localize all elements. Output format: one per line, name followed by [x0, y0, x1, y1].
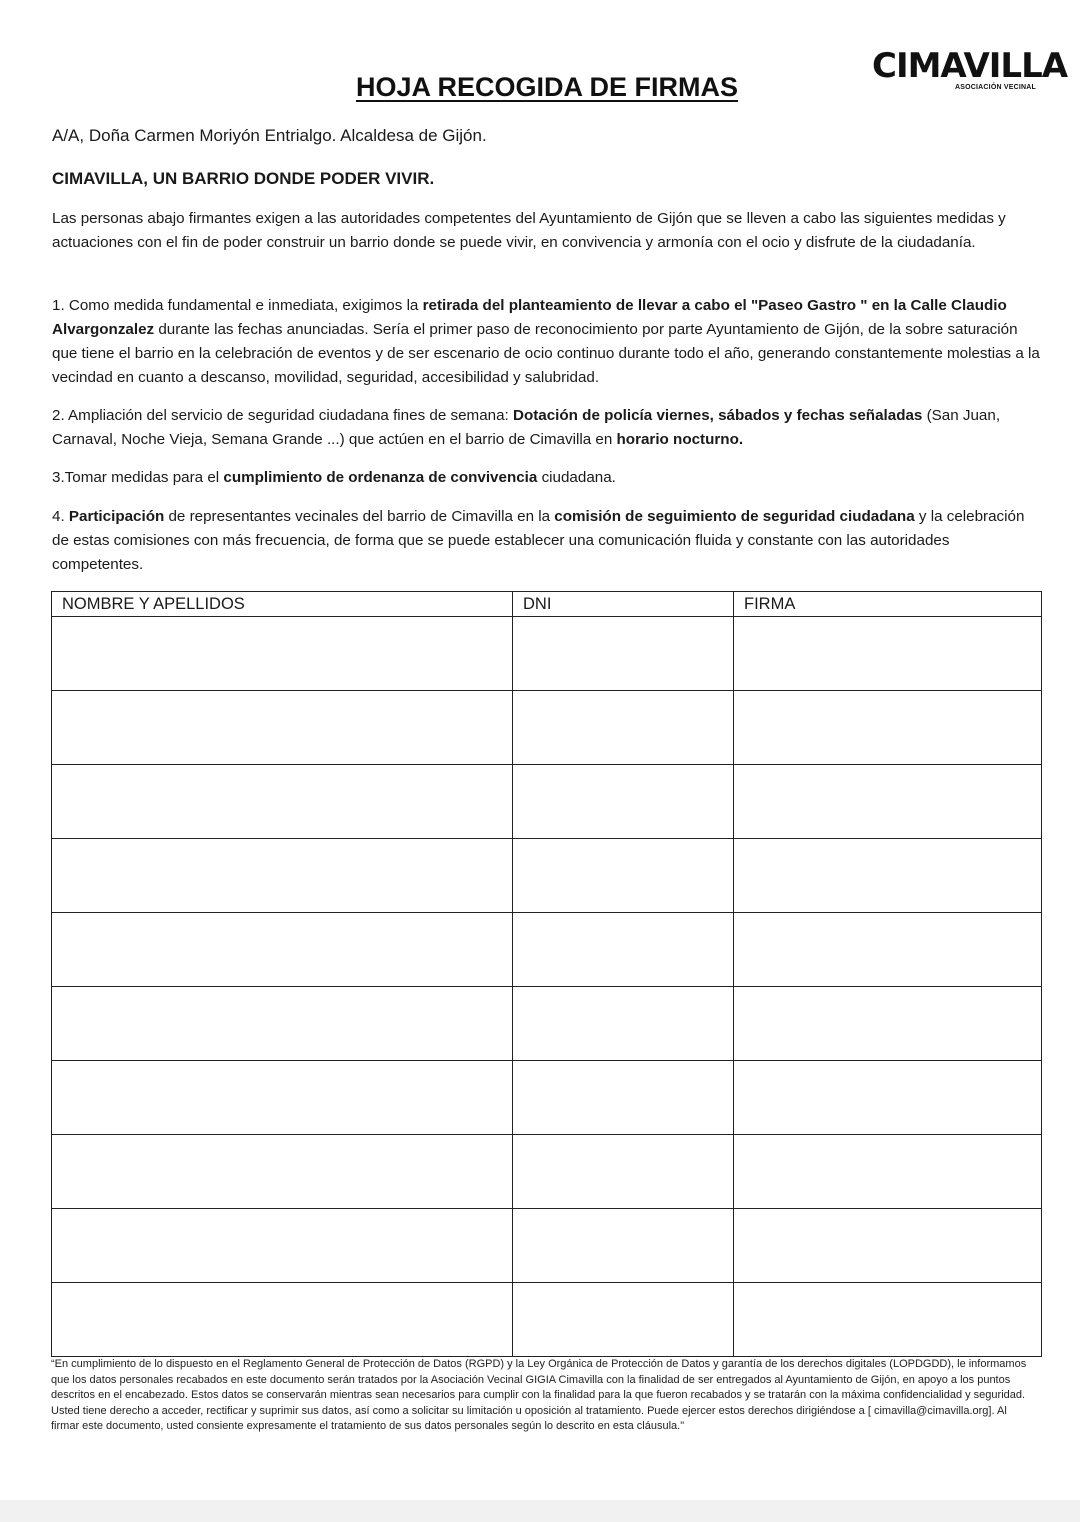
table-row — [52, 691, 1042, 765]
table-row — [52, 987, 1042, 1061]
point-4-text-e: y la celebración de estas comisiones con más frecuencia, de forma que se puede establecer una comunicación fluida y constante con las autoridades competentes. — [52, 508, 1025, 573]
point-2-paragraph — [52, 404, 1042, 452]
addressee-line: A/A, Doña Carmen Moriyón Entrialgo. Alcaldesa de Gijón. — [52, 126, 487, 145]
header-dni: DNI — [513, 592, 734, 617]
header-signature: FIRMA — [734, 592, 1042, 617]
name-cell[interactable] — [52, 913, 513, 987]
data-protection-notice: “En cumplimiento de lo dispuesto en el Reglamento General de Protección de Datos (RGPD) y la Ley Orgánica de Protección de Datos y garantía de los derechos digitales (LOPDGDD), le informamos que los datos personales recabados en este documento serán tratados por la Asociación Vecinal GIGIA Cimavilla con la finalidad de ser entregados al Ayuntamiento de Gijón, en apoyo a los puntos descritos en el encabezado. Estos datos se conservarán mientras sean necesarios para cumplir con la finalidad para la que fueron recabados y se tratarán con la máxima confidencialidad y seguridad. Usted tiene derecho a acceder, rectificar y suprimir sus datos, así como a solicitar su limitación u oposición al tratamiento. Puede ejercer estos derechos dirigiéndose a [ cimavilla@cimavilla.org]. Al firmar este documento, usted consiente expresamente el tratamiento de sus datos personales según lo descrito en esta cláusula." — [51, 1358, 1027, 1433]
point-2-text-c: (San Juan, Carnaval, Noche Vieja, Semana Grande ...) que actúen en el barrio de Cimavilla en — [52, 407, 1001, 448]
table-row — [52, 913, 1042, 987]
dni-cell[interactable] — [513, 617, 734, 691]
point-4-text-a: 4. — [52, 508, 69, 525]
point-4-text-c: de representantes vecinales del barrio de Cimavilla en la — [164, 508, 555, 525]
dni-cell[interactable] — [513, 1209, 734, 1283]
dni-cell[interactable] — [513, 1061, 734, 1135]
signature-cell[interactable] — [734, 617, 1042, 691]
point-1-text-bold: retirada del planteamiento de llevar a cabo el "Paseo Gastro " en la Calle Claudio Alvargonzalez — [52, 297, 1007, 338]
table-row — [52, 839, 1042, 913]
point-1-text-c: durante las fechas anunciadas. Sería el primer paso de reconocimiento por parte Ayuntamiento de Gijón, de la sobre saturación que tiene el barrio en la celebración de eventos y de ser escenario de ocio continuo durante todo el año, generando constantemente molestias a la vecindad en cuanto a descanso, movilidad, seguridad, accesibilidad y salubridad. — [52, 321, 1040, 386]
signature-cell[interactable] — [734, 839, 1042, 913]
point-1-paragraph — [52, 294, 1042, 390]
point-4-text-bold-1: Participación — [68, 508, 165, 525]
table-row — [52, 1061, 1042, 1135]
name-cell[interactable] — [52, 1283, 513, 1357]
point-3-text-bold: cumplimiento de ordenanza de convivencia — [223, 469, 538, 486]
point-1-text-a: 1. Como medida fundamental e inmediata, exigimos la — [52, 297, 423, 314]
dni-cell[interactable] — [513, 913, 734, 987]
viewer-bottom-margin — [0, 1500, 1080, 1522]
signature-cell[interactable] — [734, 1135, 1042, 1209]
name-cell[interactable] — [52, 839, 513, 913]
signature-cell[interactable] — [734, 691, 1042, 765]
signature-cell[interactable] — [734, 1209, 1042, 1283]
table-row — [52, 617, 1042, 691]
dni-cell[interactable] — [513, 839, 734, 913]
header-name: NOMBRE Y APELLIDOS — [52, 592, 513, 617]
name-cell[interactable] — [52, 1135, 513, 1209]
table-row — [52, 1209, 1042, 1283]
table-row — [52, 765, 1042, 839]
point-2-text-bold-1: Dotación de policía viernes, sábados y fechas señaladas — [512, 407, 923, 424]
dni-cell[interactable] — [513, 1135, 734, 1209]
point-3-text-a: 3.Tomar medidas para el — [52, 469, 224, 486]
signature-cell[interactable] — [734, 1061, 1042, 1135]
signature-cell[interactable] — [734, 765, 1042, 839]
table-row — [52, 1283, 1042, 1357]
point-2-text-bold-2: horario nocturno. — [616, 431, 744, 448]
dni-cell[interactable] — [513, 691, 734, 765]
document-subtitle: CIMAVILLA, UN BARRIO DONDE PODER VIVIR. — [52, 169, 435, 188]
name-cell[interactable] — [52, 1209, 513, 1283]
intro-paragraph: Las personas abajo firmantes exigen a las autoridades competentes del Ayuntamiento de Gijón que se lleven a cabo las siguientes medidas y actuaciones con el fin de poder construir un barrio donde se puede vivir, en convivencia y armonía con el ocio y disfrute de la ciudadanía. — [52, 210, 1006, 251]
signature-table — [51, 591, 1042, 1357]
signature-cell[interactable] — [734, 913, 1042, 987]
point-4-text-bold-2: comisión de seguimiento de seguridad ciudadana — [554, 508, 915, 525]
name-cell[interactable] — [52, 1061, 513, 1135]
logo-subtitle: ASOCIACIÓN VECINAL — [955, 84, 1036, 91]
table-row — [52, 1135, 1042, 1209]
point-3-text-c: ciudadana. — [537, 469, 616, 486]
name-cell[interactable] — [52, 617, 513, 691]
point-4-paragraph — [52, 505, 1042, 577]
dni-cell[interactable] — [513, 765, 734, 839]
name-cell[interactable] — [52, 987, 513, 1061]
table-header-row — [52, 592, 1042, 617]
dni-cell[interactable] — [513, 987, 734, 1061]
name-cell[interactable] — [52, 765, 513, 839]
dni-cell[interactable] — [513, 1283, 734, 1357]
logo-wordmark: CIMAVILLA — [872, 46, 1068, 86]
signature-cell[interactable] — [734, 1283, 1042, 1357]
point-3-paragraph — [52, 466, 1042, 490]
signature-cell[interactable] — [734, 987, 1042, 1061]
point-2-text-a: 2. Ampliación del servicio de seguridad ciudadana fines de semana: — [52, 407, 513, 424]
name-cell[interactable] — [52, 691, 513, 765]
document-title: HOJA RECOGIDA DE FIRMAS — [355, 72, 739, 102]
